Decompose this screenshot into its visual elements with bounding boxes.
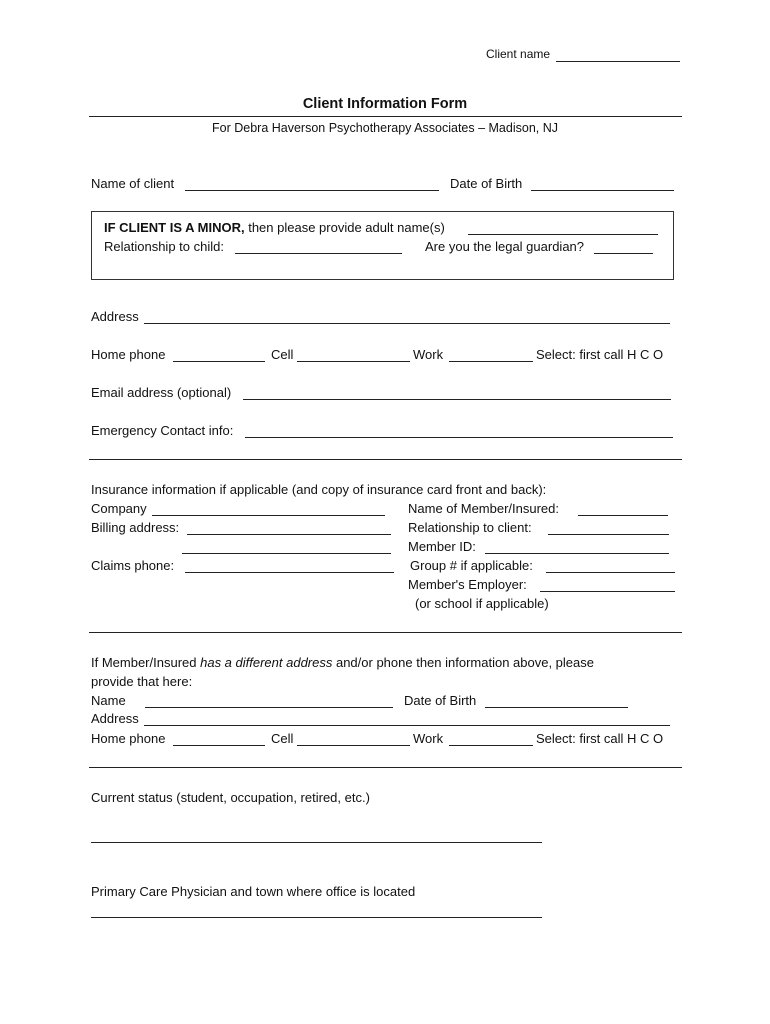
alt-address-input[interactable] [144,725,670,726]
section-rule-2 [89,632,682,633]
client-name-input[interactable] [185,190,439,191]
minor-heading [104,220,445,235]
alt-dob-input[interactable] [485,707,628,708]
home-phone-input[interactable] [173,361,265,362]
member-employer-label: Member's Employer: [408,577,527,592]
intro-italic: has a different address [200,655,333,670]
client-name-label: Client name [486,47,551,61]
minor-prompt: then please provide adult name(s) [248,220,445,235]
form-title: Client Information Form [302,96,468,112]
cell-input[interactable] [297,361,410,362]
insurance-intro: Insurance information if applicable (and copy of insurance card front and back): [91,482,547,497]
billing-address-input[interactable] [187,534,391,535]
intro-part2: and/or phone then information above, please [332,655,594,670]
alt-work-input[interactable] [449,745,533,746]
school-note: (or school if applicable) [415,596,549,611]
alt-cell-label: Cell [271,731,294,746]
legal-guardian-input[interactable] [594,253,653,254]
client-name-field[interactable] [556,61,680,62]
alt-home-phone-input[interactable] [173,745,265,746]
alt-dob-label: Date of Birth [404,693,477,708]
work-input[interactable] [449,361,533,362]
claims-phone-label: Claims phone: [91,558,175,573]
alt-name-input[interactable] [145,707,393,708]
intro-part1: If Member/Insured [91,655,201,670]
claims-phone-input[interactable] [185,572,394,573]
section-rule-1 [89,459,682,460]
alt-work-label: Work [413,731,444,746]
alt-address-label: Address [91,711,139,726]
emergency-contact-input[interactable] [245,437,673,438]
legal-guardian-label: Are you the legal guardian? [425,239,585,254]
billing-address-label: Billing address: [91,520,180,535]
form-subtitle: For Debra Haverson Psychotherapy Associates – Madison, NJ [212,121,558,135]
adult-names-input[interactable] [468,234,658,235]
client-dob-input[interactable] [531,190,674,191]
address-input[interactable] [144,323,670,324]
group-number-input[interactable] [546,572,675,573]
work-label: Work [413,347,444,362]
client-dob-label: Date of Birth [450,176,523,191]
client-name-field-label: Name of client [91,176,175,191]
company-label: Company [91,501,147,516]
current-status-label: Current status (student, occupation, retired, etc.) [91,790,370,805]
different-address-intro [91,655,594,670]
member-id-label: Member ID: [408,539,476,554]
minor-heading-bold: IF CLIENT IS A MINOR, [104,220,245,235]
email-label: Email address (optional) [91,385,232,400]
group-number-label: Group # if applicable: [410,558,533,573]
relationship-to-child-label: Relationship to child: [104,239,224,254]
home-phone-label: Home phone [91,347,166,362]
address-label: Address [91,309,139,324]
physician-input[interactable] [91,917,542,918]
relationship-to-child-input[interactable] [235,253,402,254]
member-employer-input[interactable] [540,591,675,592]
member-id-input[interactable] [485,553,669,554]
emergency-contact-label: Emergency Contact info: [91,423,234,438]
physician-label: Primary Care Physician and town where office is located [91,884,416,899]
different-address-intro-line2: provide that here: [91,674,193,689]
email-input[interactable] [243,399,671,400]
relationship-to-client-input[interactable] [548,534,669,535]
alt-cell-input[interactable] [297,745,410,746]
alt-name-label: Name [91,693,126,708]
billing-address-line2-input[interactable] [182,553,391,554]
cell-label: Cell [271,347,294,362]
member-name-input[interactable] [578,515,668,516]
relationship-to-client-label: Relationship to client: [408,520,532,535]
title-rule [89,116,682,117]
member-name-label: Name of Member/Insured: [408,501,560,516]
first-call-select[interactable]: Select: first call H C O [536,347,664,362]
current-status-input[interactable] [91,842,542,843]
company-input[interactable] [152,515,385,516]
alt-first-call-select[interactable]: Select: first call H C O [536,731,664,746]
alt-home-phone-label: Home phone [91,731,166,746]
section-rule-3 [89,767,682,768]
